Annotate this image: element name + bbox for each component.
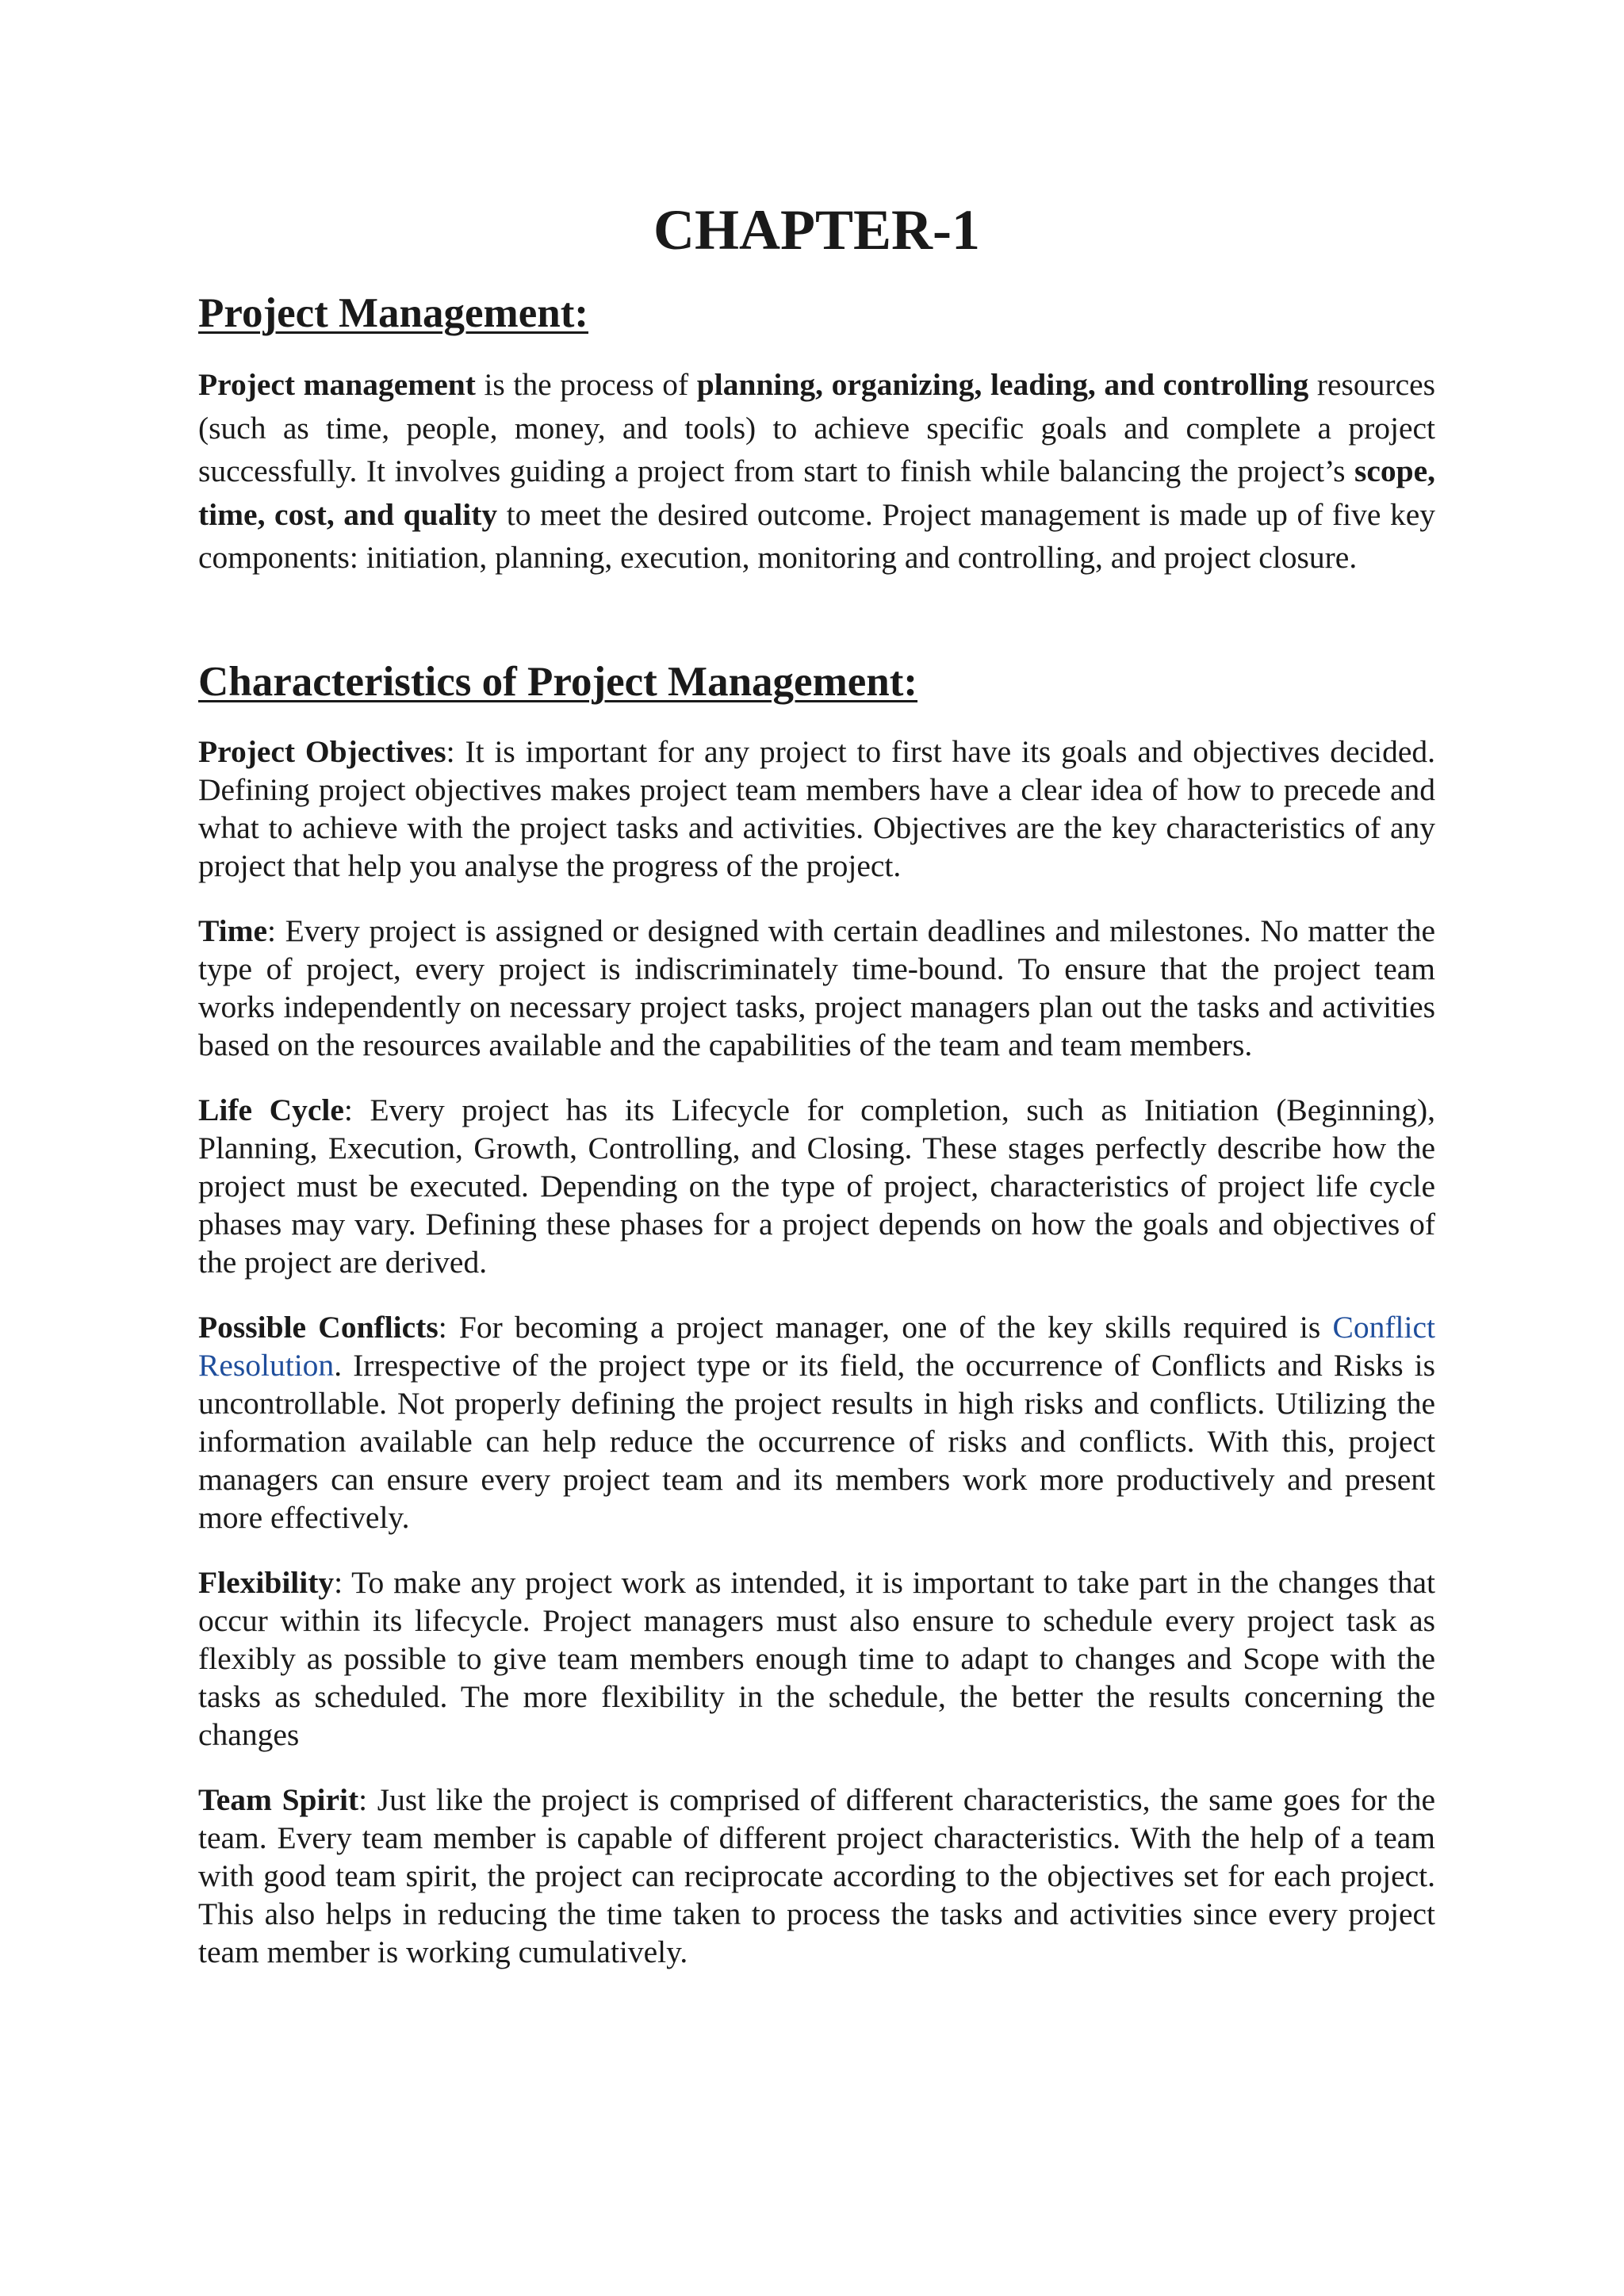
characteristic-term: Time	[198, 913, 268, 948]
characteristics-list	[198, 733, 1435, 1998]
intro-paragraph	[198, 363, 1435, 580]
characteristic-project-objectives	[198, 733, 1435, 885]
characteristic-text: : Every project has its Lifecycle for completion, such as Initiation (Beginning), Planning, Execution, Growth, Controlling, and Closing. These stages perfectly describe how the project must be executed. Depending on the type of project, characteristics of project life cycle phases may vary. Defining these phases for a project depends on how the goals and objectives of the project are derived.	[198, 1093, 1435, 1280]
section-heading-characteristics: Characteristics of Project Management:	[198, 659, 918, 705]
characteristic-life-cycle	[198, 1091, 1435, 1281]
characteristic-term: Team Spirit	[198, 1782, 359, 1817]
characteristic-term: Possible Conflicts	[198, 1310, 439, 1345]
characteristic-term: Life Cycle	[198, 1093, 344, 1127]
intro-text: to meet the desired outcome. Project management is made up of five key components: initiation, planning, execution, monitoring and controlling, and project closure.	[198, 496, 1435, 575]
intro-bold-term: Project management	[198, 367, 476, 402]
characteristic-text: : Just like the project is comprised of different characteristics, the same goes for the team. Every team member is capable of different project characteristics. With the help of a team with good team spirit, the project can reciprocate according to the objectives set for each project. This also helps in reducing the time taken to process the tasks and activities since every project team member is working cumulatively.	[198, 1782, 1436, 1969]
conflict-resolution-link[interactable]: Conflict Resolution	[198, 1310, 1435, 1383]
characteristic-term: Project Objectives	[198, 734, 446, 769]
characteristic-text: : Every project is assigned or designed with certain deadlines and milestones. No matter the type of project, every project is indiscriminately time-bound. To ensure that the project team works independently on necessary project tasks, project managers plan out the tasks and activities based on the resources available and the capabilities of the team and team members.	[198, 913, 1435, 1062]
characteristic-term: Flexibility	[198, 1565, 335, 1600]
characteristic-team-spirit	[198, 1781, 1435, 1971]
intro-text: resources (such as time, people, money, and tools) to achieve specific goals and complete a project successfully. It involves guiding a project from start to finish while balancing the project’s	[198, 367, 1436, 488]
characteristic-text: . Irrespective of the project type or its field, the occurrence of Conflicts and Risks is uncontrollable. Not properly defining the project results in high risks and conflicts. Utilizing the information available can help reduce the occurrence of risks and conflicts. With this, project managers can ensure every project team and its members work more productively and present more effectively.	[198, 1348, 1435, 1535]
intro-bold-constraints: scope, time, cost, and quality	[198, 453, 1435, 532]
characteristic-flexibility	[198, 1563, 1435, 1754]
intro-text: is the process of	[475, 367, 697, 402]
section-heading-project-management: Project Management:	[198, 290, 589, 336]
characteristic-text: : To make any project work as intended, it is important to take part in the changes that occur within its lifecycle. Project managers must also ensure to schedule every project task as flexibly as possible to give team members enough time to adapt to changes and Scope with the tasks as scheduled. The more flexibility in the schedule, the better the results concerning the changes	[198, 1565, 1435, 1752]
characteristic-text: : For becoming a project manager, one of the key skills required is	[438, 1310, 1333, 1345]
characteristic-text: : It is important for any project to first have its goals and objectives decided. Defining project objectives makes project team members have a clear idea of how to precede and what to achieve with the project tasks and activities. Objectives are the key characteristics of any project that help you analyse the progress of the project.	[198, 734, 1435, 883]
intro-bold-functions: planning, organizing, leading, and controlling	[696, 367, 1309, 402]
characteristic-possible-conflicts	[198, 1308, 1435, 1536]
characteristic-time	[198, 912, 1435, 1064]
chapter-title: CHAPTER-1	[653, 198, 980, 262]
